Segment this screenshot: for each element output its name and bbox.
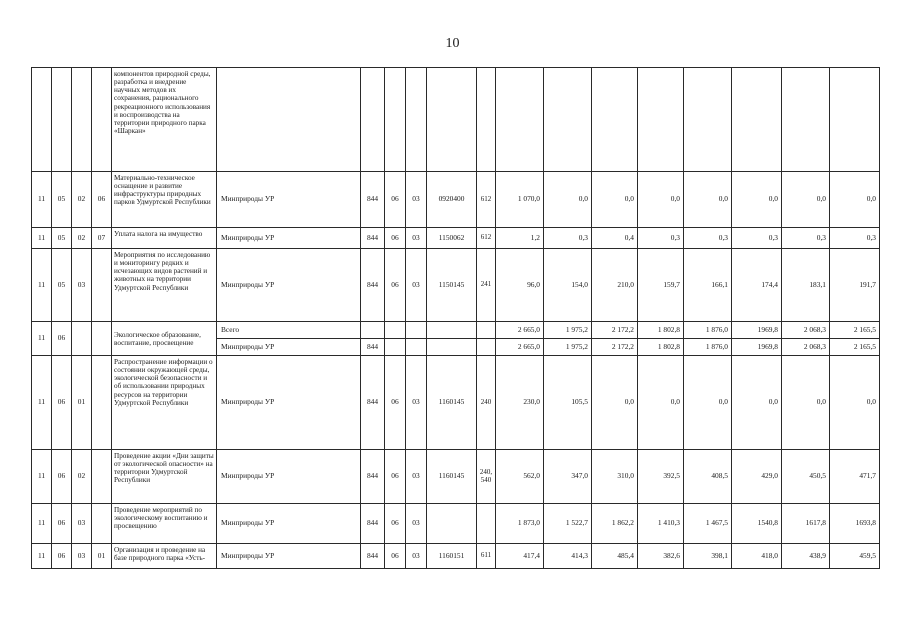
cell-description: Проведение мероприятий по экологическому воспитанию и просвещению <box>112 504 217 544</box>
cell-amount: 0,0 <box>830 356 880 450</box>
cell-measure: 03 <box>72 544 92 569</box>
cell-amount: 0,0 <box>782 172 830 228</box>
table-row <box>32 172 880 228</box>
cell-submeasure <box>92 504 112 544</box>
cell-program: 11 <box>32 504 52 544</box>
cell-vr <box>477 504 496 544</box>
cell-amount <box>782 68 830 172</box>
cell-amount <box>638 68 684 172</box>
cell-measure <box>72 68 92 172</box>
cell-amount: 382,6 <box>638 544 684 569</box>
cell-program: 11 <box>32 322 52 356</box>
cell-amount: 0,3 <box>782 228 830 249</box>
table-row <box>32 228 880 249</box>
cell-rz <box>385 68 406 172</box>
cell-submeasure <box>92 249 112 322</box>
cell-amount: 1 802,8 <box>638 322 684 339</box>
cell-amount: 0,3 <box>732 228 782 249</box>
cell-amount: 485,4 <box>592 544 638 569</box>
cell-amount: 0,0 <box>782 356 830 450</box>
cell-measure: 03 <box>72 504 92 544</box>
cell-amount: 1 802,8 <box>638 339 684 356</box>
cell-amount: 1 862,2 <box>592 504 638 544</box>
cell-amount: 159,7 <box>638 249 684 322</box>
cell-subprogram: 06 <box>52 504 72 544</box>
budget-table-body <box>32 68 880 569</box>
cell-responsible: Минприроды УР <box>217 544 361 569</box>
cell-measure: 02 <box>72 172 92 228</box>
cell-csr: 1150062 <box>427 228 477 249</box>
cell-csr <box>427 68 477 172</box>
cell-responsible: Минприроды УР <box>217 450 361 504</box>
table-row <box>32 450 880 504</box>
cell-amount: 1540,8 <box>732 504 782 544</box>
cell-amount: 191,7 <box>830 249 880 322</box>
cell-amount: 154,0 <box>544 249 592 322</box>
cell-amount: 105,5 <box>544 356 592 450</box>
cell-responsible: Минприроды УР <box>217 339 361 356</box>
cell-subprogram: 06 <box>52 322 72 356</box>
cell-amount: 392,5 <box>638 450 684 504</box>
cell-grbs: 844 <box>361 172 385 228</box>
cell-description: Материально-техническое оснащение и развитие инфраструктуры природных парков Удмуртской Республики <box>112 172 217 228</box>
cell-amount: 2 165,5 <box>830 322 880 339</box>
cell-amount: 1 410,3 <box>638 504 684 544</box>
cell-amount: 2 665,0 <box>496 322 544 339</box>
table-row <box>32 356 880 450</box>
cell-submeasure: 01 <box>92 544 112 569</box>
cell-pr: 03 <box>406 172 427 228</box>
cell-description: компонентов природной среды, разработка и внедрение научных методов их сохранения, рационального рекреационного использования и воспроизводства на территории природного парка «Шаркан» <box>112 68 217 172</box>
cell-amount: 2 665,0 <box>496 339 544 356</box>
cell-program: 11 <box>32 544 52 569</box>
cell-rz: 06 <box>385 450 406 504</box>
cell-description: Экологическое образование, воспитание, просвещение <box>112 322 217 356</box>
cell-submeasure <box>92 322 112 356</box>
cell-measure: 02 <box>72 228 92 249</box>
cell-amount: 1 876,0 <box>684 339 732 356</box>
cell-amount: 1 467,5 <box>684 504 732 544</box>
cell-pr <box>406 68 427 172</box>
cell-csr: 1160151 <box>427 544 477 569</box>
table-row <box>32 249 880 322</box>
cell-csr: 0920400 <box>427 172 477 228</box>
cell-amount: 0,0 <box>544 172 592 228</box>
cell-program <box>32 68 52 172</box>
cell-rz <box>385 339 406 356</box>
cell-amount: 2 172,2 <box>592 322 638 339</box>
cell-amount <box>830 68 880 172</box>
cell-amount: 1969,8 <box>732 339 782 356</box>
cell-description: Распространение информации о состоянии окружающей среды, экологической безопасности и об использовании природных ресурсов на территории Удмуртской Республики <box>112 356 217 450</box>
cell-amount: 0,3 <box>638 228 684 249</box>
table-row <box>32 544 880 569</box>
cell-amount: 398,1 <box>684 544 732 569</box>
cell-description: Уплата налога на имущество <box>112 228 217 249</box>
cell-program: 11 <box>32 228 52 249</box>
cell-measure <box>72 322 92 356</box>
cell-amount <box>732 68 782 172</box>
cell-submeasure: 06 <box>92 172 112 228</box>
cell-grbs <box>361 68 385 172</box>
table-row <box>32 68 880 172</box>
cell-measure: 01 <box>72 356 92 450</box>
cell-amount: 230,0 <box>496 356 544 450</box>
cell-amount: 0,0 <box>830 172 880 228</box>
cell-amount: 0,3 <box>544 228 592 249</box>
cell-measure: 03 <box>72 249 92 322</box>
cell-amount: 1 873,0 <box>496 504 544 544</box>
cell-amount: 0,0 <box>592 356 638 450</box>
cell-amount <box>496 68 544 172</box>
cell-amount: 0,4 <box>592 228 638 249</box>
cell-rz <box>385 322 406 339</box>
cell-amount: 2 068,3 <box>782 339 830 356</box>
cell-submeasure <box>92 68 112 172</box>
cell-amount: 310,0 <box>592 450 638 504</box>
cell-subprogram: 06 <box>52 356 72 450</box>
budget-table <box>31 67 880 569</box>
cell-pr: 03 <box>406 356 427 450</box>
cell-vr: 241 <box>477 249 496 322</box>
cell-csr: 1160145 <box>427 450 477 504</box>
cell-program: 11 <box>32 172 52 228</box>
cell-rz: 06 <box>385 356 406 450</box>
cell-vr <box>477 339 496 356</box>
cell-amount: 1 522,7 <box>544 504 592 544</box>
cell-amount: 210,0 <box>592 249 638 322</box>
cell-amount: 0,3 <box>830 228 880 249</box>
cell-responsible: Минприроды УР <box>217 504 361 544</box>
cell-subprogram: 05 <box>52 172 72 228</box>
cell-measure: 02 <box>72 450 92 504</box>
cell-amount: 1693,8 <box>830 504 880 544</box>
cell-amount: 1 975,2 <box>544 322 592 339</box>
cell-grbs: 844 <box>361 504 385 544</box>
cell-rz: 06 <box>385 249 406 322</box>
cell-csr: 1160145 <box>427 356 477 450</box>
cell-amount: 0,0 <box>638 356 684 450</box>
cell-pr: 03 <box>406 504 427 544</box>
cell-subprogram: 06 <box>52 544 72 569</box>
cell-description: Проведение акции «Дни защиты от экологической опасности» на территории Удмуртской Республики <box>112 450 217 504</box>
cell-amount: 0,0 <box>732 356 782 450</box>
cell-vr <box>477 68 496 172</box>
cell-grbs: 844 <box>361 339 385 356</box>
cell-vr: 240, 540 <box>477 450 496 504</box>
cell-pr: 03 <box>406 544 427 569</box>
cell-grbs: 844 <box>361 249 385 322</box>
cell-amount: 471,7 <box>830 450 880 504</box>
cell-subprogram: 05 <box>52 249 72 322</box>
cell-responsible: Минприроды УР <box>217 249 361 322</box>
cell-pr <box>406 322 427 339</box>
cell-subprogram: 06 <box>52 450 72 504</box>
cell-amount: 459,5 <box>830 544 880 569</box>
cell-amount: 562,0 <box>496 450 544 504</box>
cell-responsible: Всего <box>217 322 361 339</box>
cell-pr: 03 <box>406 450 427 504</box>
cell-amount: 0,0 <box>732 172 782 228</box>
cell-amount: 2 068,3 <box>782 322 830 339</box>
cell-grbs <box>361 322 385 339</box>
cell-submeasure <box>92 450 112 504</box>
cell-amount: 429,0 <box>732 450 782 504</box>
cell-pr: 03 <box>406 249 427 322</box>
cell-amount <box>544 68 592 172</box>
cell-amount: 417,4 <box>496 544 544 569</box>
cell-pr <box>406 339 427 356</box>
cell-amount: 96,0 <box>496 249 544 322</box>
cell-rz: 06 <box>385 544 406 569</box>
cell-amount: 1 975,2 <box>544 339 592 356</box>
table-row <box>32 504 880 544</box>
cell-amount: 0,0 <box>592 172 638 228</box>
cell-program: 11 <box>32 356 52 450</box>
cell-amount: 438,9 <box>782 544 830 569</box>
cell-amount: 408,5 <box>684 450 732 504</box>
cell-responsible: Минприроды УР <box>217 172 361 228</box>
cell-grbs: 844 <box>361 544 385 569</box>
table-row <box>32 322 880 339</box>
cell-amount <box>684 68 732 172</box>
cell-amount: 1 070,0 <box>496 172 544 228</box>
cell-amount: 414,3 <box>544 544 592 569</box>
cell-responsible <box>217 68 361 172</box>
cell-amount: 347,0 <box>544 450 592 504</box>
cell-amount: 0,0 <box>638 172 684 228</box>
cell-rz: 06 <box>385 228 406 249</box>
cell-responsible: Минприроды УР <box>217 228 361 249</box>
cell-responsible: Минприроды УР <box>217 356 361 450</box>
cell-amount: 418,0 <box>732 544 782 569</box>
cell-csr <box>427 504 477 544</box>
cell-amount: 166,1 <box>684 249 732 322</box>
cell-vr: 611 <box>477 544 496 569</box>
cell-csr: 1150145 <box>427 249 477 322</box>
cell-amount: 0,3 <box>684 228 732 249</box>
page-number: 10 <box>445 36 460 51</box>
cell-vr: 612 <box>477 172 496 228</box>
cell-vr: 612 <box>477 228 496 249</box>
cell-subprogram: 05 <box>52 228 72 249</box>
cell-description: Организация и проведение на базе природного парка «Усть- <box>112 544 217 569</box>
cell-csr <box>427 339 477 356</box>
cell-amount: 183,1 <box>782 249 830 322</box>
cell-amount: 0,0 <box>684 356 732 450</box>
cell-amount: 450,5 <box>782 450 830 504</box>
cell-amount: 1969,8 <box>732 322 782 339</box>
cell-amount: 2 172,2 <box>592 339 638 356</box>
cell-subprogram <box>52 68 72 172</box>
cell-amount: 2 165,5 <box>830 339 880 356</box>
cell-rz: 06 <box>385 172 406 228</box>
cell-amount: 1 876,0 <box>684 322 732 339</box>
cell-csr <box>427 322 477 339</box>
cell-submeasure <box>92 356 112 450</box>
cell-grbs: 844 <box>361 450 385 504</box>
cell-vr: 240 <box>477 356 496 450</box>
cell-rz: 06 <box>385 504 406 544</box>
cell-amount: 1617,8 <box>782 504 830 544</box>
cell-amount: 174,4 <box>732 249 782 322</box>
cell-grbs: 844 <box>361 228 385 249</box>
cell-amount <box>592 68 638 172</box>
cell-amount: 1,2 <box>496 228 544 249</box>
cell-vr <box>477 322 496 339</box>
cell-submeasure: 07 <box>92 228 112 249</box>
cell-pr: 03 <box>406 228 427 249</box>
cell-amount: 0,0 <box>684 172 732 228</box>
cell-grbs: 844 <box>361 356 385 450</box>
cell-program: 11 <box>32 249 52 322</box>
cell-program: 11 <box>32 450 52 504</box>
cell-description: Мероприятия по исследованию и мониторингу редких и исчезающих видов растений и животных на территории Удмуртской Республики <box>112 249 217 322</box>
